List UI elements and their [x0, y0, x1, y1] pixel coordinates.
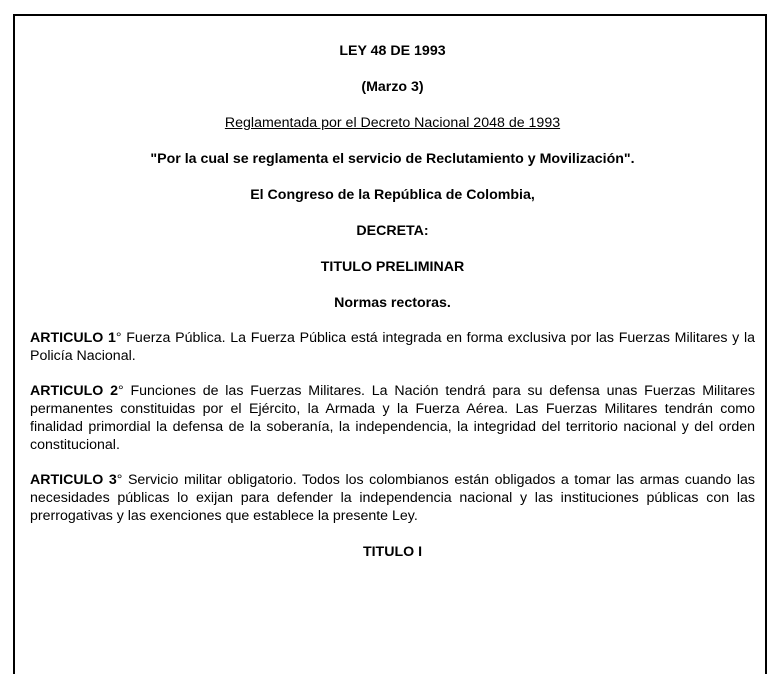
regulation-note: Reglamentada por el Decreto Nacional 2048 de 1993: [224, 115, 561, 131]
law-date: (Marzo 3): [361, 79, 424, 95]
title-one: TITULO I: [362, 544, 423, 560]
article-2-label: ARTICULO 2: [30, 383, 118, 399]
document-frame: [13, 14, 767, 674]
enacting-body: El Congreso de la República de Colombia,: [250, 187, 535, 203]
document-body: [30, 42, 755, 561]
article-3: [30, 471, 755, 525]
preliminary-title: TITULO PRELIMINAR: [320, 259, 465, 275]
article-1: [30, 329, 755, 365]
article-3-label: ARTICULO 3: [30, 472, 117, 488]
article-1-label: ARTICULO 1: [30, 330, 116, 346]
article-3-text: ° Servicio militar obligatorio. Todos los colombianos están obligados a tomar las armas cuando las necesidades públicas lo exijan para defender la independencia nacional y las instituciones públicas con las prerrogativas y las exenciones que establece la presente Ley.: [30, 472, 755, 524]
law-subject: "Por la cual se reglamenta el servicio de Reclutamiento y Movilización".: [150, 151, 635, 167]
article-2: [30, 382, 755, 454]
article-1-text: ° Fuerza Pública. La Fuerza Pública está integrada en forma exclusiva por las Fuerzas Militares y la Policía Nacional.: [30, 330, 756, 364]
decree-heading: DECRETA:: [356, 223, 429, 239]
article-2-text: ° Funciones de las Fuerzas Militares. La Nación tendrá para su defensa unas Fuerzas Militares permanentes constituidas por el Ejército, la Armada y la Fuerza Aérea. Las Fuerzas Militares tendrán como finalidad primordial la defensa de la soberanía, la independencia, la integridad del territorio nacional y del orden constitucional.: [30, 383, 756, 453]
section-heading: Normas rectoras.: [334, 295, 451, 311]
law-title: LEY 48 DE 1993: [339, 43, 446, 59]
